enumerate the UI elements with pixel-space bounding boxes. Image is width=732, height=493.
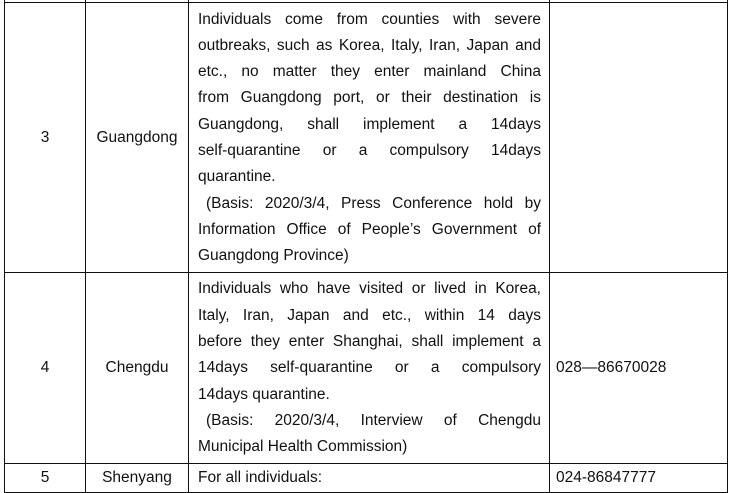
policy-description [189,464,550,493]
policy-line: 14days quarantine. [198,385,330,403]
basis-line: Information Office of People’s Government of [198,220,541,238]
policy-line: For all individuals: [198,468,323,486]
city-name: Guangdong [86,3,189,273]
policy-description [189,273,550,464]
basis-line: Municipal Health Commission) [198,438,408,456]
policy-line: outbreaks, such as Korea, Italy, Iran, Japan and [198,36,541,54]
policy-description [189,3,550,273]
table-row [5,464,728,493]
table-row [5,3,728,273]
row-number: 5 [5,464,86,493]
policy-line: 14days self-quarantine or a compulsory [198,359,541,377]
basis-line: (Basis: 2020/3/4, Interview of Chengdu [206,411,541,429]
policy-line: before they enter Shanghai, shall implement a [198,333,541,351]
city-name: Chengdu [86,273,189,464]
city-name: Shenyang [86,464,189,493]
policy-line: etc., no matter they enter mainland China [198,63,541,81]
table-row [5,273,728,464]
row-number: 4 [5,273,86,464]
policy-line: quarantine. [198,168,276,186]
policy-line: Guangdong, shall implement a 14days [198,115,541,133]
phone-number [550,3,728,273]
policy-line: self-quarantine or a compulsory 14days [198,142,541,159]
policy-line: Individuals who have visited or lived in Korea, [198,280,541,298]
policy-line: Italy, Iran, Japan and etc., within 14 days [198,306,541,324]
policy-line: from Guangdong port, or their destination is [198,89,541,107]
row-number: 3 [5,3,86,273]
phone-number: 028—86670028 [550,273,728,464]
basis-line: Guangdong Province) [198,247,349,265]
phone-number: 024-86847777 [550,464,728,493]
policy-line: Individuals come from counties with severe [198,10,541,28]
basis-line: (Basis: 2020/3/4, Press Conference hold by [206,194,541,212]
policy-table [4,0,728,493]
